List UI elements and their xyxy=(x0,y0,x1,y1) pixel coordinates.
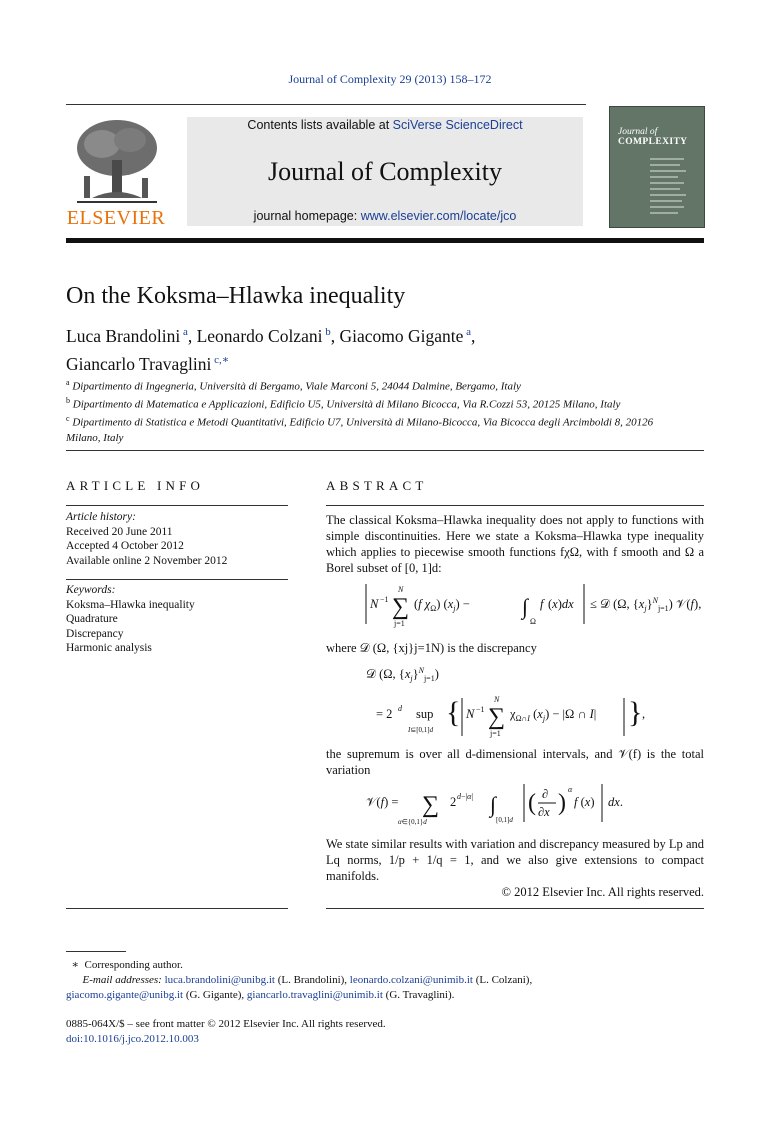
abstract-body xyxy=(326,512,704,576)
svg-text:χΩ∩I (xj) − |Ω ∩ I|: $\chi_{\Omega\cap I}$ $(x_j) - |\Omega$ ∩ I| xyxy=(510,707,597,723)
elsevier-wordmark: ELSEVIER xyxy=(66,207,166,229)
keyword: Harmonic analysis xyxy=(66,642,152,654)
svg-text:−1: −1 xyxy=(380,595,389,604)
svg-text:d: d xyxy=(398,704,402,713)
article-title: On the Koksma–Hlawka inequality xyxy=(66,283,406,309)
svg-text:= 2: = 2 xyxy=(376,707,393,721)
keyword: Discrepancy xyxy=(66,627,124,640)
svg-text:Ω: Ω xyxy=(530,617,536,626)
svg-text:f (x): f (x) xyxy=(574,795,595,809)
svg-text:{: { xyxy=(446,696,461,729)
header-thick-rule xyxy=(66,238,704,243)
cover-title: Journal of COMPLEXITY xyxy=(618,127,688,147)
header-rule xyxy=(66,104,586,105)
svg-text:∑: ∑ xyxy=(488,704,506,730)
affiliation-a: $^a$ Dipartimento di Ingegneria, Università di Bergamo, Viale Marconi 5, 24044 Dalmine, Bergamo, Italy xyxy=(66,378,521,393)
svg-text:dx.: dx. xyxy=(608,795,623,809)
email-link[interactable]: leonardo.colzani@unimib.it xyxy=(349,974,473,986)
issn-line: 0885-064X/$ – see front matter © 2012 Elsevier Inc. All rights reserved. xyxy=(66,1018,386,1030)
svg-text:∂: ∂ xyxy=(542,787,549,801)
copyright: © 2012 Elsevier Inc. All rights reserved. xyxy=(501,885,704,899)
homepage-line: journal homepage: www.elsevier.com/locate/jco xyxy=(253,209,517,223)
variation-definition-equation xyxy=(362,778,707,828)
svg-text:N: N xyxy=(398,585,404,594)
contents-line: Contents lists available at SciVerse ScienceDirect xyxy=(247,118,523,132)
author-name: Giancarlo Travaglini xyxy=(66,353,212,374)
svg-text:j=1: j=1 xyxy=(394,619,405,628)
svg-text:sup: sup xyxy=(416,707,434,721)
svg-text:j=1: j=1 xyxy=(490,729,501,738)
discrepancy-definition-equation xyxy=(362,660,707,744)
keyword: Koksma–Hlawka inequality xyxy=(66,598,195,611)
svg-text:𝒟 (Ω, {xj}Nj=1): 𝒟 (Ω, $\{x_j\}^N_{j=1}$) xyxy=(366,666,439,683)
where-discrepancy-text: where 𝒟 (Ω, {xj}j=1N) is the discrepancy xyxy=(326,641,537,655)
footnotes xyxy=(66,958,706,1003)
citation-link[interactable]: Journal of Complexity 29 (2013) 158–172 xyxy=(288,72,492,86)
abstract-heading: ABSTRACT xyxy=(326,478,428,493)
svg-text:≤ 𝒟 (Ω, {xj}Nj=1) 𝒱(f),: ≤ 𝒟 (Ω, $\{x_j\}^N_{j=1}$) 𝒱(f), xyxy=(590,596,702,613)
affiliation-marker[interactable]: a xyxy=(466,326,472,338)
author-name: Luca Brandolini xyxy=(66,325,181,346)
svg-text:}: } xyxy=(628,696,643,729)
affiliation-b: $^b$ Dipartimento di Matematica e Applicazioni, Edificio U5, Università di Milano Bicocca, Via R.Cozzi 53, 20125 Milano, Italy xyxy=(66,396,621,411)
affiliation-c: $^c$ Dipartimento di Statistica e Metodi Quantitativi, Edificio U7, Università di Milano-Bicocca, Via Bicocca degli Arcimboldi 8, 20126 Milano, Italy xyxy=(66,414,654,444)
abstract-rule xyxy=(326,505,704,506)
svg-text:(f χΩ) (xj) −: (f $\chi_\Omega$) $(x_j)$ − xyxy=(414,597,470,613)
svg-text:∑: ∑ xyxy=(392,594,410,620)
article-history: Article history: Received 20 June 2011 Accepted 4 October 2012 Available online 2 November 2012 xyxy=(66,511,228,567)
corresponding-author-note: ∗ Corresponding author. xyxy=(71,959,183,971)
svg-text:α∈{0,1}d: α∈{0,1}d xyxy=(398,818,427,826)
author-name: Giacomo Gigante xyxy=(339,325,464,346)
journal-cover-thumbnail[interactable] xyxy=(609,106,705,228)
abstract-end-rule xyxy=(326,908,704,909)
article-info-rule xyxy=(66,505,288,506)
front-matter xyxy=(66,1017,386,1047)
journal-title: Journal of Complexity xyxy=(268,157,502,186)
asterisk-icon: ∗ xyxy=(71,959,79,971)
affiliation-marker[interactable]: a xyxy=(182,326,188,338)
online-date: Available online 2 November 2012 xyxy=(66,554,228,567)
svg-text:α: α xyxy=(568,785,573,794)
affiliation-marker[interactable]: b xyxy=(325,326,331,338)
svg-text:−1: −1 xyxy=(476,705,485,714)
journal-banner xyxy=(187,117,583,226)
keyword: Quadrature xyxy=(66,613,118,625)
svg-text:𝒱(f) =: 𝒱(f) = xyxy=(366,795,399,809)
email-link[interactable]: giancarlo.travaglini@unimib.it xyxy=(246,989,383,1001)
svg-text:,: , xyxy=(642,707,646,721)
svg-text:d−|α|: d−|α| xyxy=(457,792,473,801)
email-link[interactable]: luca.brandolini@unibg.it xyxy=(164,974,275,986)
svg-text:∑: ∑ xyxy=(422,792,440,818)
svg-text:f: f xyxy=(540,597,544,611)
svg-text:(: ( xyxy=(528,790,536,816)
journal-citation[interactable] xyxy=(0,72,780,87)
keywords: Keywords: Koksma–Hlawka inequality Quadrature Discrepancy Harmonic analysis xyxy=(66,584,195,654)
svg-text:(x)dx: (x)dx xyxy=(548,597,574,611)
svg-text:2: 2 xyxy=(450,795,457,809)
svg-text:): ) xyxy=(558,790,566,816)
svg-text:∫: ∫ xyxy=(522,594,529,619)
section-rule xyxy=(66,450,704,451)
abstract-paragraph-1: The classical Koksma–Hlawka inequality does not apply to functions with simple discontinuities. Here we state a Koksma–Hlawka type inequality which applies to piecewise smooth functions fχΩ, with f smooth and Ω a Borel subset of [0, 1]d: xyxy=(326,513,704,575)
svg-text:N: N xyxy=(466,707,475,721)
article-info-end-rule xyxy=(66,908,288,909)
svg-text:∫: ∫ xyxy=(490,792,497,817)
abstract-paragraph-last: We state similar results with variation and discrepancy measured by Lp and Lq norms, 1/p + 1/q = 1, and we also give extensions to compact manifolds. © 2012 Elsevier Inc. All rights reserved. xyxy=(326,837,704,899)
koksma-hlawka-equation xyxy=(362,580,707,628)
svg-text:I⊆[0,1]d: I⊆[0,1]d xyxy=(408,726,434,734)
cover-contents-lines xyxy=(650,155,698,223)
elsevier-tree-icon xyxy=(72,116,162,206)
author-list: Luca Brandolini $^a$, Leonardo Colzani $^b$, Giacomo Gigante $^a$, Giancarlo Travaglini $^{c,∗}$ xyxy=(66,325,476,374)
homepage-link[interactable]: www.elsevier.com/locate/jco xyxy=(360,209,517,223)
elsevier-logo[interactable] xyxy=(66,116,166,228)
supremum-text: the supremum is over all d-dimensional intervals, and 𝒱(f) is the total variation xyxy=(326,747,704,777)
svg-text:∂x: ∂x xyxy=(538,805,550,819)
svg-text:N: N xyxy=(494,695,500,704)
author-name: Leonardo Colzani xyxy=(196,325,323,346)
email-addresses: E-mail addresses: luca.brandolini@unibg.it (L. Brandolini), leonardo.colzani@unimib.it (L. Colzani), giacomo.gigante@unibg.it (G. Gigante), giancarlo.travaglini@unimib.it (G. Travaglini). xyxy=(66,974,533,1001)
article-info-heading: ARTICLE INFO xyxy=(66,478,205,493)
affiliation-marker[interactable]: c,∗ xyxy=(214,353,230,366)
email-link[interactable]: giacomo.gigante@unibg.it xyxy=(66,989,184,1001)
keywords-rule xyxy=(66,579,288,580)
doi-link[interactable]: doi:10.1016/j.jco.2012.10.003 xyxy=(66,1033,199,1045)
footnote-rule xyxy=(66,951,126,952)
received-date: Received 20 June 2011 xyxy=(66,525,173,538)
svg-text:N: N xyxy=(370,597,379,611)
sciencedirect-link[interactable]: SciVerse ScienceDirect xyxy=(392,118,523,132)
svg-text:[0,1]d: [0,1]d xyxy=(496,816,513,824)
accepted-date: Accepted 4 October 2012 xyxy=(66,540,184,552)
